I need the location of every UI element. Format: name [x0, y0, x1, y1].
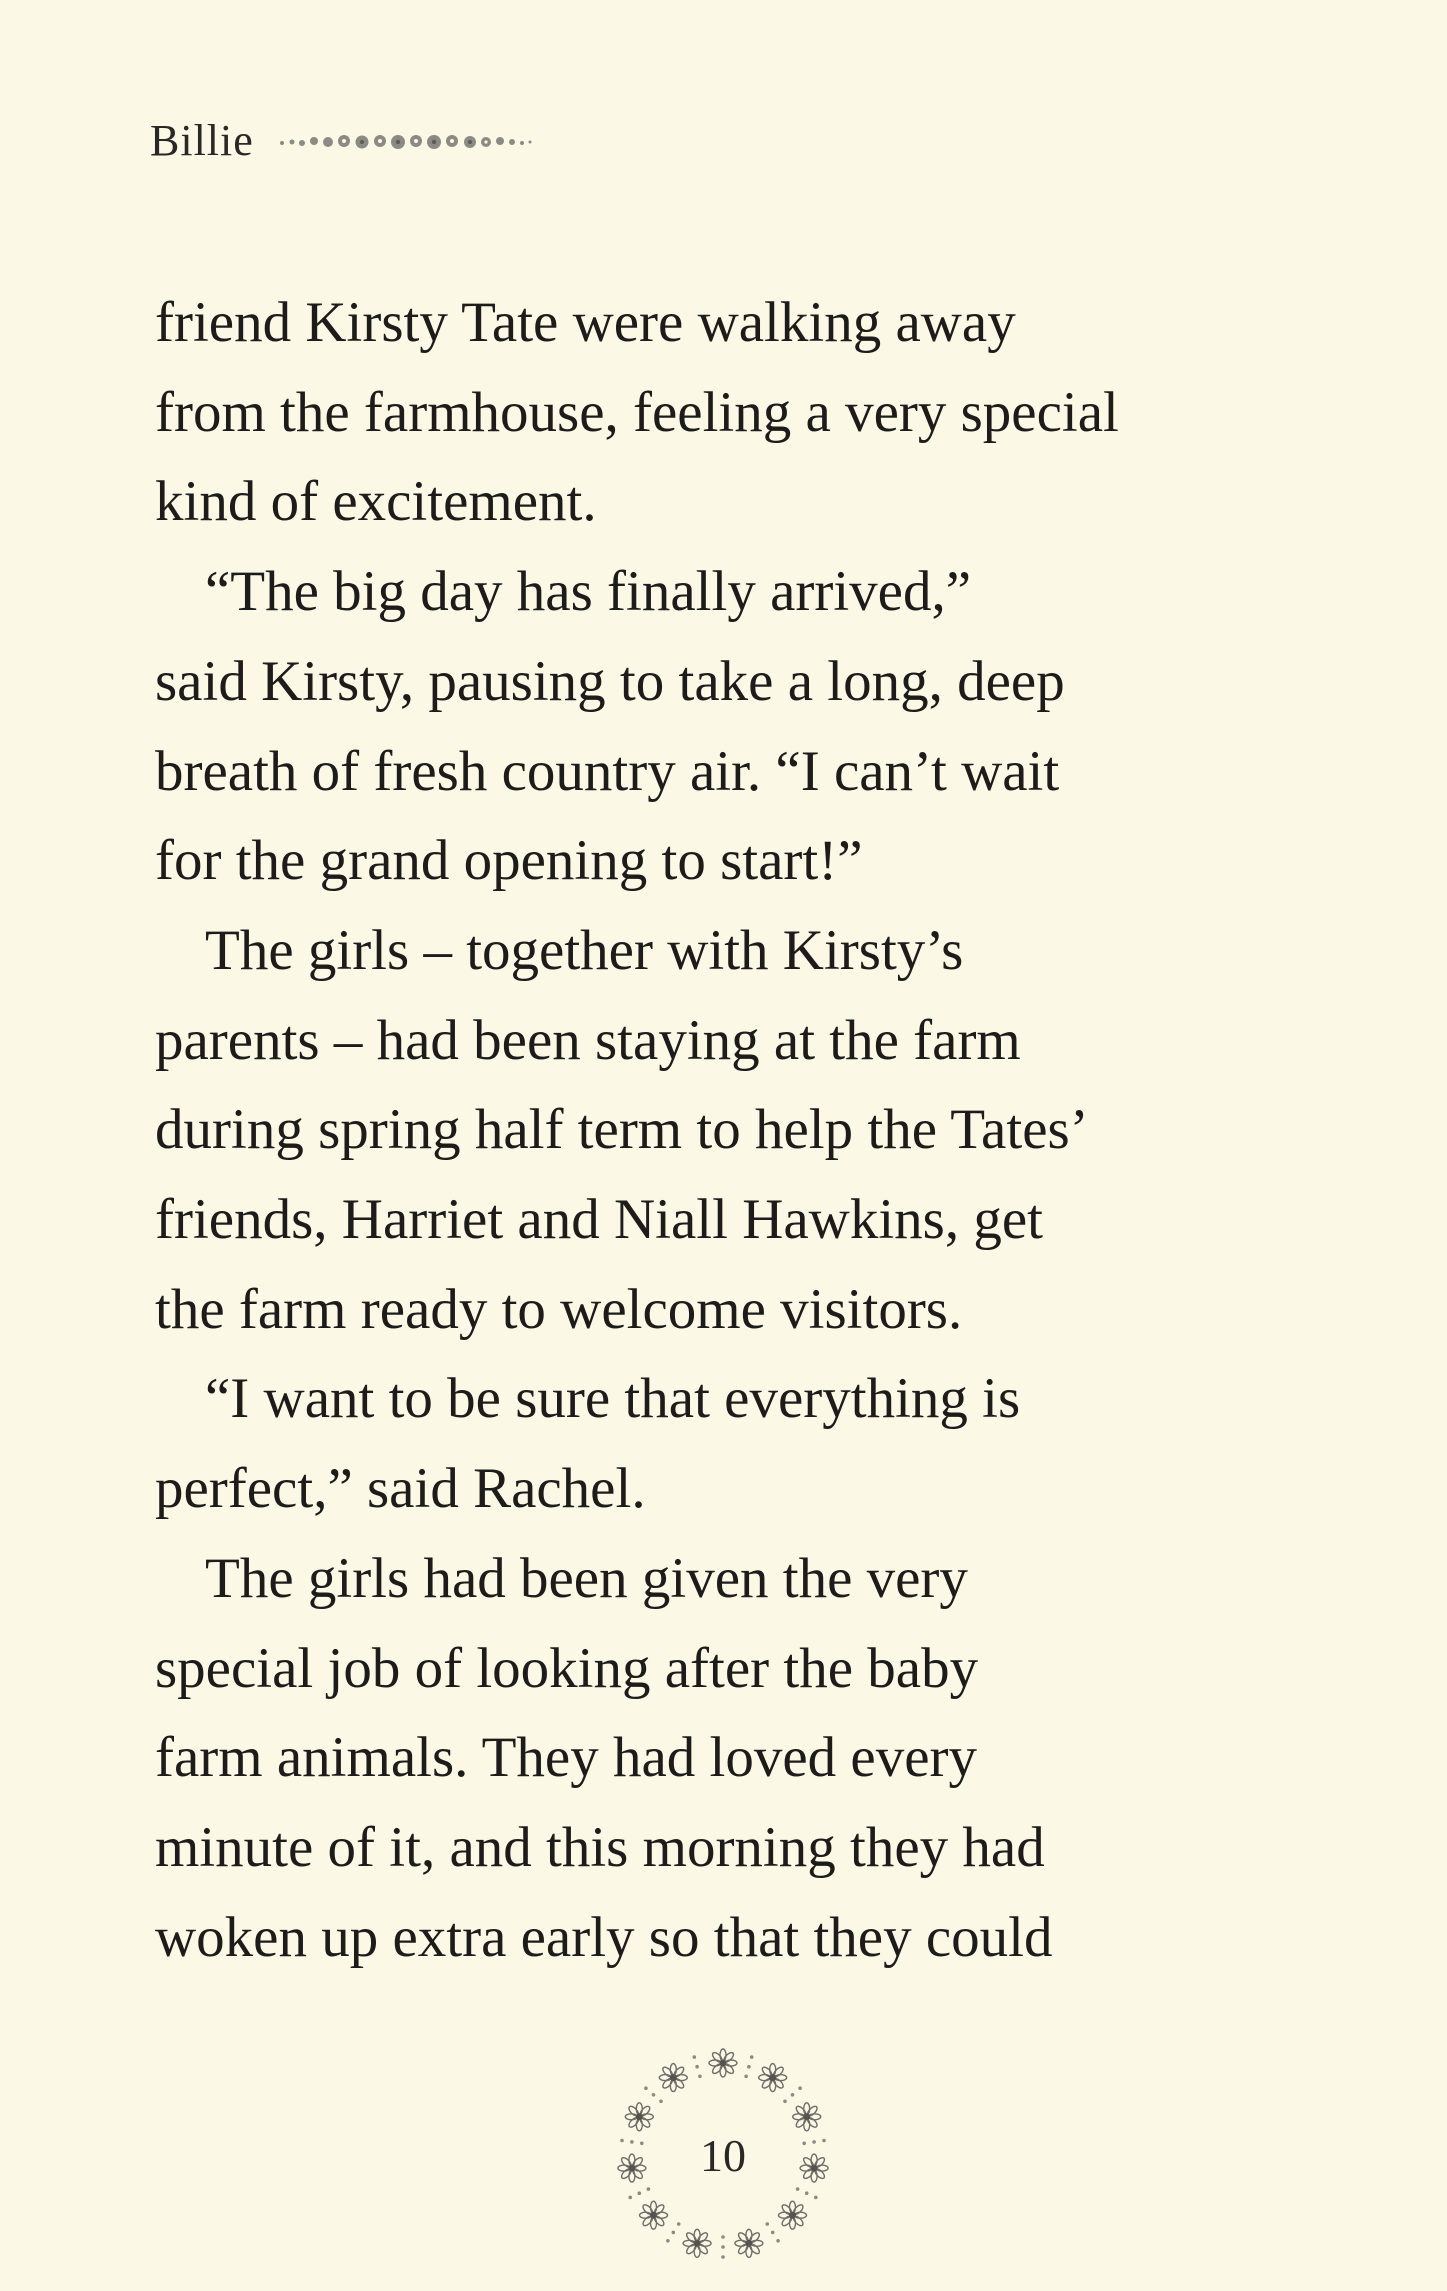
- text-line: during spring half term to help the Tates’: [155, 1098, 1089, 1162]
- text-line: breath of fresh country air. “I can’t wait: [155, 739, 1060, 803]
- text-line: kind of excitement.: [155, 470, 597, 534]
- text-line: The girls had been given the very: [205, 1546, 968, 1610]
- running-title: Billie: [150, 115, 254, 165]
- text-line: The girls – together with Kirsty’s: [205, 918, 964, 982]
- text-line: “I want to be sure that everything is: [205, 1367, 1021, 1431]
- page-folio: [598, 2030, 848, 2280]
- text-line: said Kirsty, pausing to take a long, deep: [155, 649, 1065, 713]
- body-text: [155, 278, 1315, 1982]
- running-head: [150, 110, 536, 170]
- text-line: from the farmhouse, feeling a very special: [155, 380, 1119, 444]
- text-line: parents – had been staying at the farm: [155, 1008, 1021, 1072]
- text-line: farm animals. They had loved every: [155, 1726, 977, 1790]
- text-line: perfect,” said Rachel.: [155, 1457, 646, 1521]
- text-line: the farm ready to welcome visitors.: [155, 1277, 963, 1341]
- text-line: for the grand opening to start!”: [155, 829, 863, 893]
- text-line: friends, Harriet and Niall Hawkins, get: [155, 1188, 1043, 1252]
- text-line: special job of looking after the baby: [155, 1636, 979, 1700]
- flower-garland-icon: [276, 127, 536, 157]
- text-line: woken up extra early so that they could: [155, 1905, 1053, 1969]
- text-line: minute of it, and this morning they had: [155, 1815, 1045, 1879]
- page-number: 10: [700, 2129, 746, 2181]
- text-line: “The big day has finally arrived,”: [205, 560, 972, 624]
- text-line: friend Kirsty Tate were walking away: [155, 291, 1016, 354]
